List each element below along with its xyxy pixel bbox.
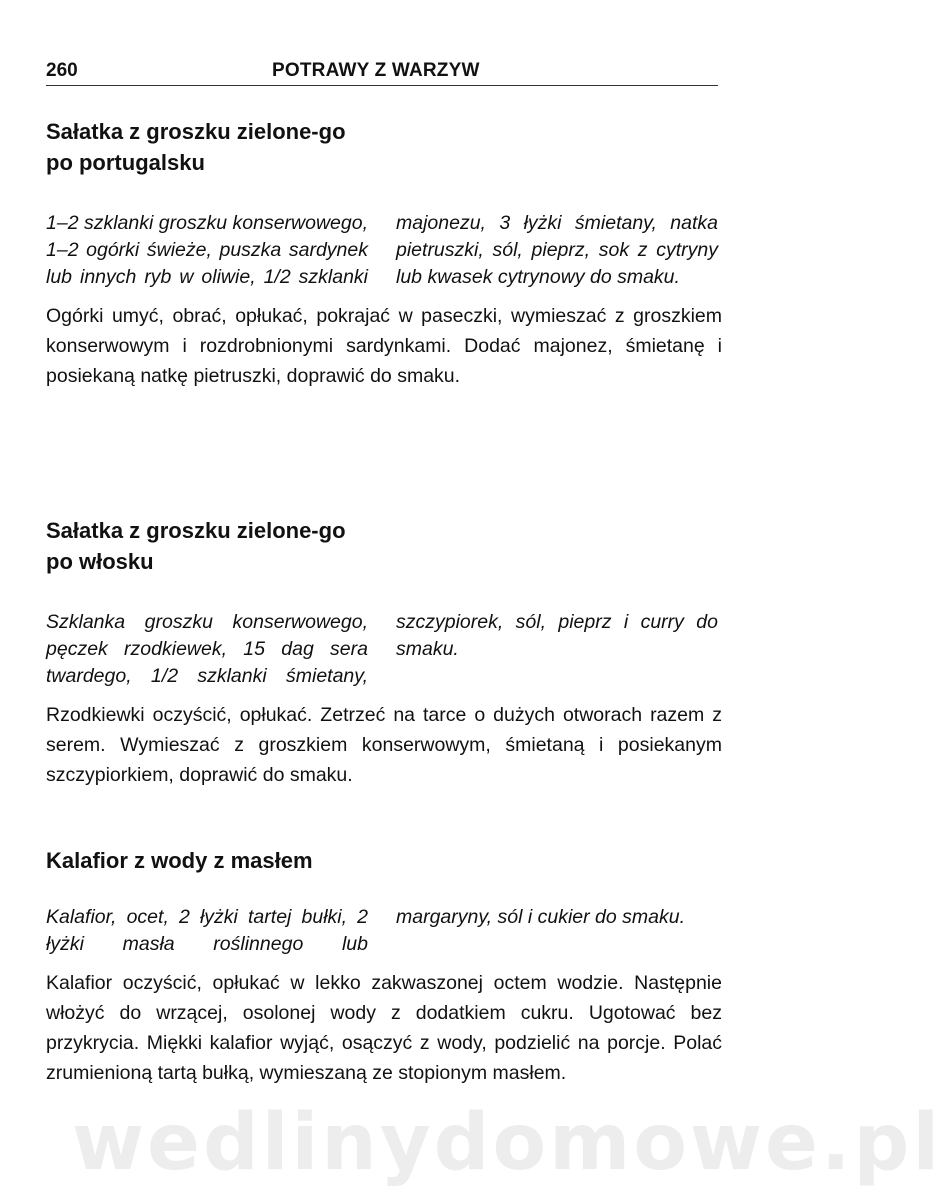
running-title: POTRAWY Z WARZYW [272,60,480,81]
recipe-title: Sałatka z groszku zielone-go po włosku [46,518,346,574]
recipe-section [46,515,722,790]
method-text: Rzodkiewki oczyścić, opłukać. Zetrzeć na tarce o dużych otworach razem z serem. Wymieszać z groszkiem konserwowym, śmietaną i posiekanym szczypiorkiem, doprawić do smaku. [46,704,722,786]
page-header [46,58,718,88]
ingredients-list: Kalafior, ocet, 2 łyżki tartej bułki, 2 łyżki masła roślinnego lub margaryny, sól i cukier do smaku. [46,906,685,955]
header-rule [46,85,718,86]
recipe-section [46,116,722,391]
ingredients-list: 1–2 szklanki groszku konserwowego, 1–2 ogórki świeże, puszka sardynek lub innych ryb w oliwie, 1/2 szklanki majonezu, 3 łyżki śmietany, natka pietruszki, sól, pieprz, sok z cytryny lub kwasek cytrynowy do smaku. [46,212,718,288]
recipe-title: Sałatka z groszku zielone-go po portugalsku [46,119,346,175]
method-text: Kalafior oczyścić, opłukać w lekko zakwaszonej octem wodzie. Następnie włożyć do wrzącej, osolonej wody z dodatkiem cukru. Ugotować bez przykrycia. Miękki kalafior wyjąć, osączyć z wody, podzielić na porcje. Polać zrumienioną tartą bułką, wymieszaną ze stopionym masłem. [46,972,722,1084]
watermark: wedlinydomowe.pl [72,1098,942,1188]
method-text: Ogórki umyć, obrać, opłukać, pokrajać w paseczki, wymieszać z groszkiem konserwowym i rozdrobnionymi sardynkami. Dodać majonez, śmietanę i posiekaną natkę pietruszki, doprawić do smaku. [46,305,722,387]
recipe-title: Kalafior z wody z masłem [46,848,313,873]
page-number: 260 [46,60,78,81]
ingredients-list: Szklanka groszku konserwowego, pęczek rzodkiewek, 15 dag sera twardego, 1/2 szklanki śmietany, szczypiorek, sól, pieprz i curry do smaku. [46,611,718,687]
recipe-section [46,845,722,1088]
